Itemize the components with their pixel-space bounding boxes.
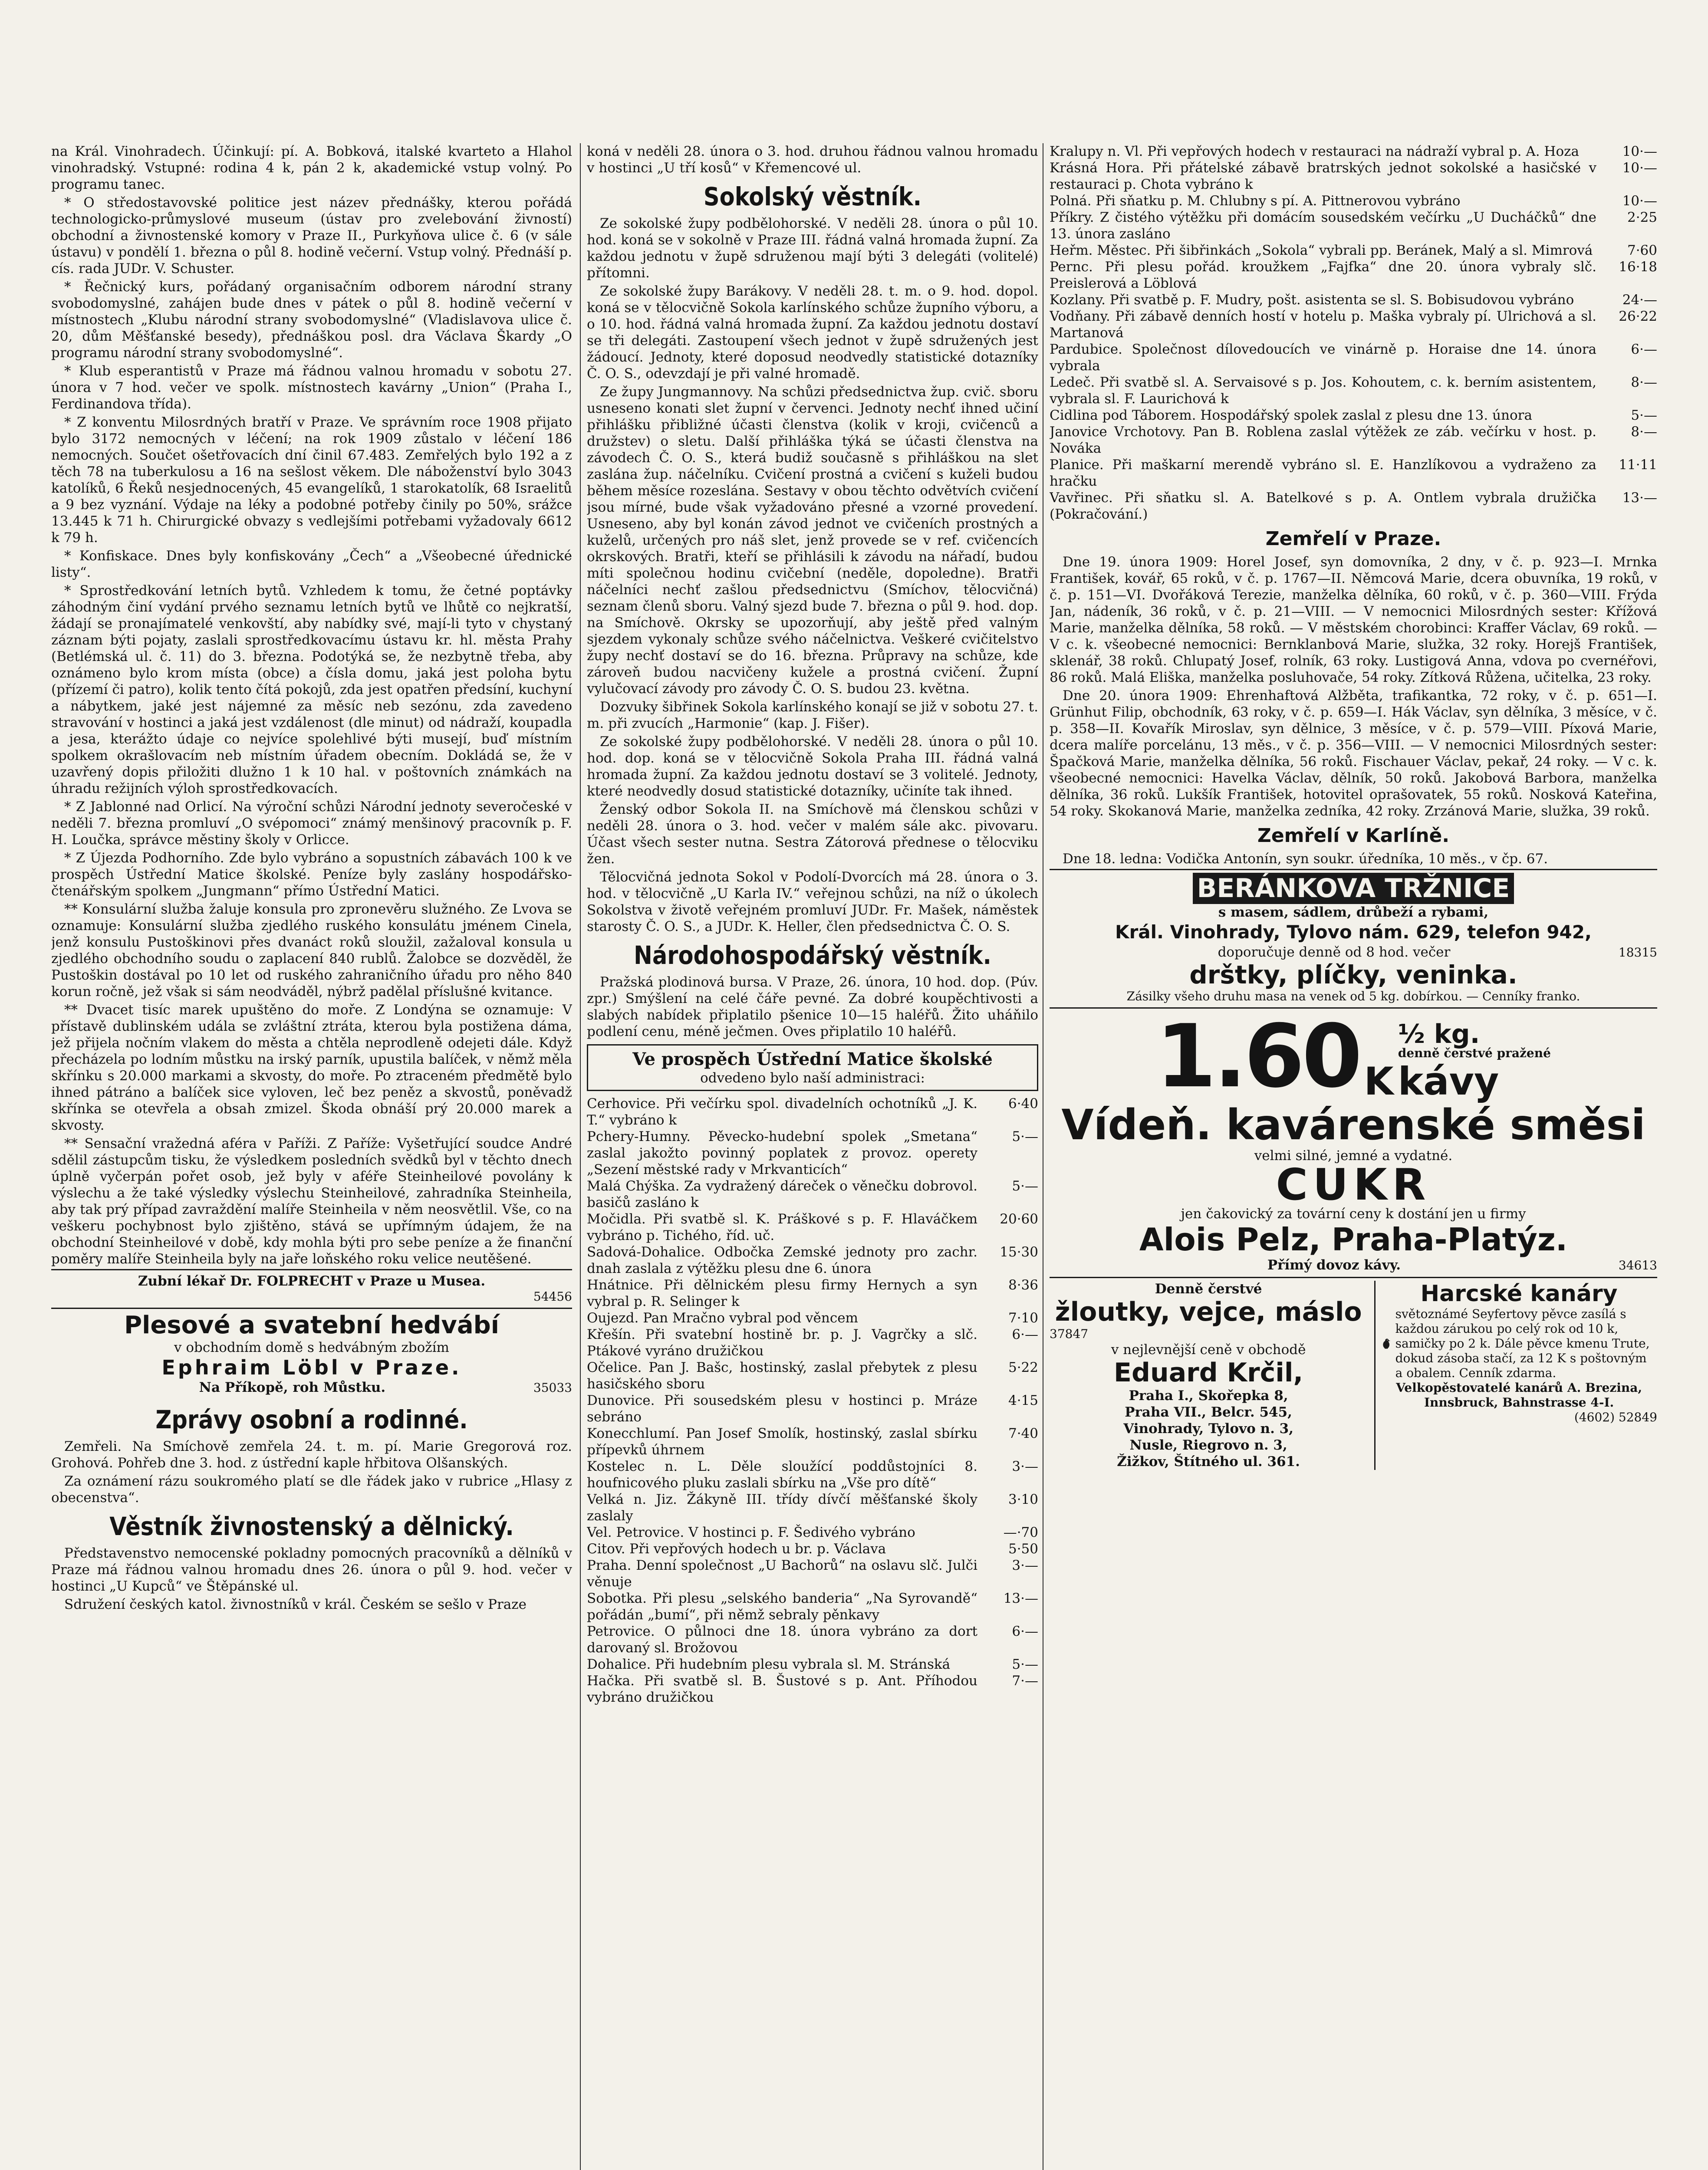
donation-row [1050, 143, 1657, 160]
coffee-desc: velmi silné, jemné a vydatné. [1254, 1148, 1453, 1164]
donation-text: Kozlany. Při svatbě p. F. Mudry, pošt. asistenta se sl. S. Bobisudovou vybráno [1050, 292, 1574, 308]
coffee-fresh: denně čerstvé pražené [1398, 1046, 1551, 1060]
coffee-currency: K [1364, 1059, 1394, 1104]
column-middle [587, 143, 1038, 2170]
sugar-word: CUKR [1276, 1159, 1431, 1210]
donation-row [1050, 341, 1657, 374]
beranek-line: doporučuje denně od 8 hod. večer [1218, 944, 1451, 960]
krcil-address: Praha I., Skořepka 8, [1129, 1388, 1288, 1404]
silk-ad-line: v obchodním domě s hedvábným zbožím [174, 1340, 449, 1355]
krcil-products: žloutky, vejce, máslo [1055, 1297, 1362, 1327]
donation-amount: 7·10 [1008, 1310, 1038, 1326]
donation-text: Planice. Při maškarní merendě vybráno sl. E. Hanzlíkovou a vydraženo za hračku [1050, 457, 1596, 489]
beranek-line-row [1050, 944, 1657, 960]
article-paragraph: * Sprostředkování letních bytů. Vzhledem k tomu, že četné poptávky záhodným činí vydání prvého seznamu letních bytů ve lhůtě co nejkratší, žádají se pronajímatelé venkovští, aby nabídky své, mají-li tyto v chystaný záznam býti pojaty, zaslali sprostředkovacímu ústavu kr. hl. města Prahy (Betlémská ul. č. 11) do 3. března. Podotýká se, že nezbytně třeba, aby oznámeno bylo krom místa (obce) a čísla domu, jaká jest poloha bytu (přízemí či patro), kolik tento čítá pokojů, zda jest opatřen předsíní, kuchyní a nábytkem, jaké jest nájemné za měsíc neb sezónu, zda zavedeno stravování v hostinci a jaká jest vzdálenost (dle minut) od nádraží, koupadla a jesa, kterážto údaje co nejvíce spolehlivé býti musejí, buď místním spolkem okrašlovacím neb místním úřadem obecním. Dokládá se, že v uzavřený dopis přiložiti dlužno 1 k 10 hal. v poštovních známkách na úhradu režijních výloh sprostředkovacích. [51, 583, 572, 796]
ad-code: 54456 [533, 1289, 572, 1304]
beranek-tail: Zásilky všeho druhu masa na venek od 5 kg. dobírkou. — Cenníky franko. [1126, 989, 1580, 1003]
donation-amount: 7·60 [1627, 243, 1657, 258]
article-paragraph: Dne 18. ledna: Vodička Antonín, syn soukr. úředníka, 10 měs., v čp. 67. [1063, 851, 1548, 867]
donation-amount: 5·22 [1008, 1360, 1038, 1375]
donation-text: Janovice Vrchotovy. Pan B. Roblena zaslal výtěžek ze záb. večírku v host. p. Nováka [1050, 424, 1596, 456]
article-paragraph: Ze župy Jungmannovy. Na schůzi předsednictva žup. cvič. sboru usneseno konati slet župní v červenci. Jednoty nechť ihned učiní přihlášku přibližné účasti členstva (kolik v kroji, cvičenců a družstev) o sletu. Další přihláška týká se účasti členstva na závodech Č. O. S., která budiž současně s přihláškou na slet zaslána žup. náčelníku. Cvičení prostná a cvičení s kuželi budou během měsíce rozeslána. Sestavy v obou těchto odvětvích cvičení jsou mírné, bude však vyžadováno přesné a vzorné provedení. Usneseno, aby byl konán závod jednot ve cvičeních prostných a kuželů, určených pro náš slet, jenž provede se v ref. cvičencích okrskových. Bratři, kteří se přihlásili k závodu na nářadí, budou míti společnou hodinu cvičební (neděle, dopoledne). Bratři náčelníci nechť zašlou předsednictvu (Smíchov, tělocvičná) seznam členů sboru. Valný sjezd bude 7. března o půl 9. hod. dop. na Smíchově. Okrsky se upozorňují, aby ještě před valným sjezdem vykonaly schůze svého náčelnictva. Veškeré cvičitelstvo župy nechť dostaví se do 16. března. Průpravy na schůze, kde zároveň budou nacvičeny kužele a prostná cvičení. Župní vylučovací závody pro závody Č. O. S. budou 23. května. [587, 384, 1038, 697]
donation-text: Petrovice. O půlnoci dne 18. února vybráno za dort darovaný sl. Brožovou [587, 1624, 977, 1656]
donation-row [1050, 308, 1657, 341]
donation-text: Kralupy n. Vl. Při vepřových hodech v restauraci na nádraží vybral p. A. Hoza [1050, 144, 1579, 159]
article-paragraph: Ze sokolské župy Barákovy. V neděli 28. t. m. o 9. hod. dopol. koná se v tělocvičně Sokola karlínského schůze župního výboru, a o 10. hod. řádná valná hromada župní. Za každou jednotu dostaví se tři delegáti. Zastoupení všech jednot v župě sdružených jest žádoucí. Jednoty, které doposud neodvedly statistické dotazníky Č. O. S., odevzdají je při valné hromadě. [587, 283, 1038, 381]
donation-row [587, 1557, 1038, 1590]
donation-amount: 4·15 [1008, 1393, 1038, 1408]
donation-amount: 3·10 [1008, 1492, 1038, 1507]
donation-amount: 15·30 [1000, 1244, 1038, 1260]
donation-amount: 8·— [1631, 424, 1657, 440]
donations-list [1050, 143, 1657, 523]
coffee-firm: Alois Pelz, Praha-Platýz. [1139, 1221, 1568, 1258]
donation-row [587, 1095, 1038, 1128]
ad-code: 37847 [1050, 1327, 1089, 1341]
article-paragraph: Ze sokolské župy podbělohorské. V neděli 28. února o půl 10. hod. koná se v sokolně v Praze III. řádná valná hromada župní. Za každou jednotu v župě sdruženou mají býti 3 delegáti (volitelé) přítomni. [587, 216, 1038, 281]
donation-amount: 13·— [1622, 490, 1657, 506]
donation-row [587, 1326, 1038, 1359]
donation-amount: 26·22 [1619, 309, 1657, 324]
ad-code: 18315 [1618, 945, 1657, 960]
donation-amount: 7·40 [1008, 1426, 1038, 1441]
coffee-ad [1050, 1007, 1657, 1277]
coffee-price-row [1050, 1006, 1657, 1107]
donation-amount: 10·— [1622, 193, 1657, 209]
donation-amount: 10·— [1622, 144, 1657, 159]
donation-amount: 6·— [1631, 342, 1657, 357]
donation-row [587, 1656, 1038, 1673]
donation-text: Citov. Při vepřových hodech u br. p. Václava [587, 1541, 886, 1557]
donation-row [587, 1673, 1038, 1706]
donations-subtitle: odvedeno bylo naší administraci: [700, 1070, 925, 1086]
donation-row [587, 1310, 1038, 1326]
donation-row [587, 1392, 1038, 1425]
donation-text: Sobotka. Při plesu „selského banderia“ „Na Syrovandě“ pořádán „bumí“, při němž sebraly pěnkavy [587, 1591, 977, 1623]
article-paragraph: * Konfiskace. Dnes byly konfiskovány „Čech“ a „Všeobecné úřednické listy“. [51, 548, 572, 580]
donation-row [587, 1359, 1038, 1392]
donation-amount: 5·50 [1008, 1541, 1038, 1557]
article-paragraph: Za oznámení rázu soukromého platí se dle řádek jako v rubrice „Hlasy z obecenstva“. [51, 1473, 572, 1506]
donation-text: Vodňany. Při zábavě denních hostí v hotelu p. Maška vybraly pí. Ulrichová a sl. Martanová [1050, 309, 1596, 341]
donation-amount: 2·25 [1627, 210, 1657, 225]
article-paragraph: ** Konsulární služba žaluje konsula pro zpronevěru služného. Ze Lvova se oznamuje: Konsulární služba zjedlého ruského konsulátu jménem Cinela, jenž konsulu Pustoškinovi přes dvanáct roků sloužil, zažaloval konsula u zjedlého obchodního soudu o zaplacení 840 rublů. Žalobce se dozvěděl, že Pustoškin dostával po 10 let od ruského zahraničního úřadu pro něho 840 korun ročně, jež však si sám neodváděl, nýbrž padělal příslušné kvitance. [51, 901, 572, 1000]
donation-text: Cerhovice. Při večírku spol. divadelních ochotníků „J. K. T.“ vybráno k [587, 1096, 977, 1128]
donation-row [1050, 457, 1657, 490]
canary-title: Harcské kanáry [1420, 1281, 1618, 1307]
donation-amount: 5·— [1631, 408, 1657, 423]
donation-row [1050, 490, 1657, 523]
krcil-ad [1050, 1281, 1367, 1470]
krcil-address: Žižkov, Štítného ul. 361. [1117, 1454, 1300, 1470]
section-heading: Věstník živnostenský a dělnický. [109, 1512, 514, 1541]
krcil-address: Praha VII., Belcr. 545, [1125, 1404, 1292, 1420]
article-paragraph: * Z Újezda Podhorního. Zde bylo vybráno a sopustních zábavách 100 k ve prospěch Ústřední Matice školské. Peníze byly zaslány hospodářsko-čtenářským spolkem „Jungmann“ přímo Ústřední Matici. [51, 850, 572, 899]
donation-text: Heřm. Městec. Při šibřinkách „Sokola“ vybrali pp. Beránek, Malý a sl. Mimrová [1050, 243, 1593, 258]
krcil-store: v nejlevnější ceně v obchodě [1111, 1342, 1306, 1358]
donation-row [587, 1211, 1038, 1244]
donation-text: Dunovice. Při sousedském plesu v hostinci p. Mráze sebráno [587, 1393, 977, 1425]
article-paragraph: Dne 20. února 1909: Ehrenhaftová Alžběta, trafikantka, 72 roky, v č. p. 651—I. Grünhut Filip, obchodník, 63 roky, v č. p. 659—I. Hák Václav, syn dělníka, 3 měsíce, v č. p. 358—II. Kovařík Miroslav, syn dělnice, 3 měsíce, v č. p. 579—VIII. Píxová Marie, dcera malíře porcelánu, 13 měs., v č. p. 356—VIII. — V nemocnici Milosrdných sester: Špačková Marie, manželka dělníka, 56 roků. Fischauer Václav, pekař, 24 roky. — V c. k. všeobecné nemocnici: Havelka Václav, dělník, 50 roků. Jakobová Barbora, manželka dělníka, 36 roků. Lukšík František, hotovitel oprašovatek, 55 roků. Nosková Kateřina, 54 roky. Skokanová Marie, manželka zedníka, 42 roky. Zrzánová Marie, služka, 39 roků. [1050, 688, 1657, 819]
donation-text: Křešín. Při svatební hostině br. p. J. Vagrčky a slč. Ptákové vyráno družičkou [587, 1327, 977, 1359]
donation-amount: 5·— [1012, 1178, 1038, 1194]
ad-code: 34613 [1618, 1258, 1657, 1272]
donation-text: Dohalice. Při hudebním plesu vybrala sl. M. Stránská [587, 1657, 951, 1672]
beranek-title: BERÁNKOVA TRŽNICE [1193, 873, 1514, 904]
donation-text: Oujezd. Pan Mračno vybral pod věncem [587, 1310, 858, 1326]
article-paragraph: Ze sokolské župy podbělohorské. V neděli 28. února o půl 10. hod. dop. koná se v tělocvičně Sokola Praha III. řádná valná hromada župní. Za každou jednotu dostaví se 3 volitelé. Jednoty, které neodvedly dosud statistické dotazníky, učiníte tak ihned. [587, 734, 1038, 799]
article-paragraph: Pražská plodinová bursa. V Praze, 26. února, 10 hod. dop. (Púv. zpr.) Smýšlení na celé čáře pevné. Za dobré koupěchtivosti a slabých nabídek připlatilo pšenice 10—15 haléřů. Žito uháňilo podlení cenu, méně ječmen. Oves připlatilo 10 haléřů. [587, 974, 1038, 1039]
donation-amount: —·70 [1003, 1525, 1038, 1540]
donation-row [1050, 374, 1657, 407]
donation-row [1050, 407, 1657, 424]
donation-row [1050, 160, 1657, 193]
donation-amount: 6·40 [1008, 1096, 1038, 1111]
donation-row [587, 1590, 1038, 1623]
canary-text: světoznámé Seyfertovy pěvce zasílá s každou zárukou po celý rok od 10 k, samičky po 2 k. Dále pěvce kmenu Trute, dokud zásoba stačí, za 12 K s poštovným a obalem. Cenník zdarma. [1395, 1307, 1650, 1380]
section-heading: Zemřelí v Praze. [1265, 528, 1441, 550]
donation-row [1050, 242, 1657, 259]
section-heading: Zprávy osobní a rodinné. [155, 1405, 468, 1434]
coffee-import-row [1050, 1257, 1657, 1273]
silk-ad-address: Na Příkopě, roh Můstku. [199, 1380, 386, 1395]
column-left [51, 143, 572, 2170]
donation-amount: 24·— [1622, 292, 1657, 308]
canary-ad [1374, 1281, 1657, 1470]
donation-amount: 3·— [1012, 1459, 1038, 1474]
beranek-market-ad [1050, 869, 1657, 1007]
article-paragraph: Tělocvičná jednota Sokol v Podolí-Dvorcích má 28. února o 3. hod. v tělocvičně „U Karla IV.“ veřejnou schůzi, na níž o úkolech Sokolstva v životě veřejném promluví JUDr. Fr. Mašek, náměstek starosty Č. O. S., a JUDr. K. Heller, člen předsednictva Č. O. S. [587, 869, 1038, 934]
donation-row [587, 1128, 1038, 1178]
donation-text: Sadová-Dohalice. Odbočka Zemské jednoty pro zachr. dnah zaslala z výtěžku plesu dne 6. února [587, 1244, 977, 1276]
coffee-price: 1.60 [1156, 1006, 1360, 1107]
coffee-import: Přímý dovoz kávy. [1267, 1257, 1401, 1273]
donation-row [587, 1425, 1038, 1458]
silk-ad-title: Plesové a svatební hedvábí [124, 1311, 499, 1339]
donations-title: Ve prospěch Ústřední Matice školské [632, 1049, 993, 1069]
donation-text: Praha. Denní společnost „U Bachorů“ na oslavu slč. Julči věnuje [587, 1558, 977, 1590]
coffee-weight: ½ kg. [1398, 1019, 1480, 1049]
section-heading: Zemřelí v Karlíně. [1257, 825, 1450, 847]
donation-text: Pardubice. Společnost dílovedoucích ve vinárně p. Horaise dne 14. února vybrala [1050, 342, 1596, 374]
article-paragraph: * O středostavovské politice jest název přednášky, kterou pořádá technologicko-průmyslové museum (ústav pro zvelebování živností) obchodní a živnostenské komory v Praze II., Purkyňova ulice č. 6 (v sále ústavu) v pondělí 1. března o půl 8. hodině večerní. Vstup volný. Přednáší p. cís. rada JUDr. V. Schuster. [51, 195, 572, 276]
donation-text: Velká n. Jiz. Žákyně III. třídy dívčí měšťanské školy zaslaly [587, 1492, 977, 1524]
krcil-address: Nusle, Riegrovo n. 3, [1129, 1437, 1287, 1453]
article-paragraph: Zemřeli. Na Smíchově zemřela 24. t. m. pí. Marie Gregorová roz. Grohová. Pohřeb dne 3. hod. z ústřední kaple hřbitova Olšanských. [51, 1439, 572, 1471]
column-right [1050, 143, 1657, 2170]
donation-row [587, 1178, 1038, 1211]
beranek-products: drštky, plíčky, veninka. [1189, 960, 1517, 990]
krcil-head: Denně čerstvé [1155, 1281, 1262, 1297]
donation-text: Krásná Hora. Při přátelské zábavě bratrských jednot sokolské a hasičské v restauraci p. Chota vybráno k [1050, 160, 1596, 192]
donation-text: Pchery-Humny. Pěvecko-hudební spolek „Smetana“ zaslal jakožto povinný poplatek z provoz. operety „Sezení městské rady v Mrkvanticích“ [587, 1129, 977, 1177]
donation-text: Očelice. Pan J. Bašc, hostinský, zaslal přebytek z plesu hasičského sboru [587, 1360, 977, 1392]
donation-row [1050, 209, 1657, 242]
donation-row [1050, 193, 1657, 209]
column-divider [580, 143, 581, 2170]
donation-text: Pernc. Při plesu pořád. kroužkem „Fajfka“ dne 20. února vybraly slč. Preislerová a Löblová [1050, 259, 1596, 291]
donation-amount: 8·36 [1008, 1277, 1038, 1293]
article-paragraph: Dozvuky šibřinek Sokola karlínského konají se již v sobotu 27. t. m. při zvucích „Harmonie“ (kap. J. Fišer). [587, 699, 1038, 731]
article-paragraph: Dne 19. února 1909: Horel Josef, syn domovníka, 2 dny, v č. p. 923—I. Mrnka František, kovář, 65 roků, v č. p. 1767—II. Němcová Marie, dcera obuvníka, 19 roků, v č. p. 151—VI. Dvořáková Terezie, manželka dělníka, 60 roků, v č. p. 360—VIII. Frýda Jan, nádeník, 36 roků, v č. p. 21—VIII. — V nemocnici Milosrdných sester: Křížová Marie, manželka dělníka, 58 roků. — V městském chorobinci: Kraffer Václav, 69 roků. — V c. k. všeobecné nemocnici: Bernklanbová Marie, služka, 32 roky. Horejš František, sklenář, 38 roků. Chlupatý Josef, rolník, 63 roky. Lustigová Anna, vdova po cvernéřovi, 86 roků. Malá Eliška, manželka posluhovače, 54 roky. Zítková Růžena, učitelka, 23 roky. [1050, 554, 1657, 685]
article-paragraph: na Král. Vinohradech. Účinkují: pí. A. Bobková, italské kvarteto a Hlahol vinohradský. Vstupné: rodina 4 k, pán 2 k, akademické vstup volný. Po programu tanec. [51, 144, 572, 192]
donation-row [1050, 424, 1657, 457]
donations-box [587, 1044, 1038, 1091]
donation-text: Cidlina pod Táborem. Hospodářský spolek zaslal z plesu dne 13. února [1050, 408, 1532, 423]
donation-amount: 10·— [1622, 160, 1657, 176]
article-paragraph: ** Sensační vražedná aféra v Paříži. Z Paříže: Vyšetřující soudce André sdělil zástupcům tisku, že výsledkem posledních svědků byl v těchto dnech úplně vyčerpán pořet osob, jež byly v aféře Steinheilové povolány k výslechu a že také výsledky výslechu Steinheilové, zahradníka Steinheila, aby tak prý případ zavraždění malíře Steinheila v něm neosvětlil. Vše, co na veškeru pochybnost bylo zjištěno, stává se upřímným údajem, že na obchodní Steinheilové v době, kdy mohla býti pro sebe peníze a že finanční poměry malíře Steinheila byly na jaře loňského roku velice neutěšené. [51, 1136, 572, 1267]
canary-firm: Velkopěstovatelé kanárů A. Brezina, Innsbruck, Bahnstrasse 4-I. [1396, 1381, 1642, 1410]
donation-text: Hačka. Při svatbě sl. B. Šustové s p. Ant. Příhodou vybráno družičkou [587, 1673, 977, 1705]
donation-row [587, 1458, 1038, 1491]
dentist-ad [51, 1269, 572, 1308]
donation-amount: 16·18 [1619, 259, 1657, 275]
article-paragraph: * Řečnický kurs, pořádaný organisačním odborem národní strany svobodomyslné, zahájen bude dnes v pátek o půl 8. hodině večerní v místnostech „Klubu národní strany svobodomyslné“ (Vladislavova ulice č. 20, dům Měšťanské besedy), přednáškou posl. dra Václava Škardy „O programu národní strany svobodomyslné“. [51, 279, 572, 361]
donation-amount: 8·— [1631, 375, 1657, 390]
donation-row [587, 1277, 1038, 1310]
donation-text: Malá Chýška. Za vydražený dáreček o věnečku dobrovol. basičů zasláno k [587, 1178, 977, 1210]
donation-row [587, 1524, 1038, 1541]
ad-code: 35033 [533, 1381, 572, 1395]
krcil-address: Vinohrady, Tylovo n. 3, [1123, 1421, 1294, 1437]
section-heading: Národohospodářský věstník. [634, 940, 991, 970]
donation-row [1050, 292, 1657, 308]
donation-amount: 13·— [1003, 1591, 1038, 1606]
beranek-subtitle: s masem, sádlem, drůbeží a rybami, [1218, 904, 1489, 920]
ad-code: (4602) 52849 [1574, 1410, 1657, 1424]
bottom-ads [1050, 1277, 1657, 1473]
donation-amount: 20·60 [1000, 1211, 1038, 1227]
donation-amount: 5·— [1012, 1129, 1038, 1144]
article-paragraph: Ženský odbor Sokola II. na Smíchově má členskou schůzi v neděli 28. února o 3. hod. večer v malém sále akc. pivovaru. Účast všech sester nutna. Sestra Zátorová přednese o tělocviku žen. [587, 802, 1038, 867]
donation-text: Polná. Při sňatku p. M. Chlubny s pí. A. Pittnerovou vybráno [1050, 193, 1461, 209]
donation-text: Vavřinec. Při sňatku sl. A. Batelkové s p. A. Ontlem vybrala družička (Pokračování.) [1050, 490, 1596, 522]
article-paragraph: Sdružení českých katol. živnostníků v král. Českém se sešlo v Praze [64, 1597, 527, 1612]
donation-row [587, 1623, 1038, 1656]
donation-text: Konecchlumí. Pan Josef Smolík, hostinský, zaslal sbírku přípevků úhrnem [587, 1426, 977, 1458]
donation-text: Kostelec n. L. Děle sloužící poddůstojníci 8. houfnicového pluku zaslali sbírku na „Vše pro dítě“ [587, 1459, 977, 1491]
donation-row [587, 1491, 1038, 1524]
canary-bird-icon [1381, 1318, 1392, 1370]
donation-amount: 6·— [1012, 1327, 1038, 1342]
beranek-address: Král. Vinohrady, Tylovo nám. 629, telefon 942, [1115, 921, 1592, 943]
donation-text: Hnátnice. Při dělnickém plesu firmy Hernych a syn vybral p. R. Selinger k [587, 1277, 977, 1309]
article-paragraph: koná v neděli 28. února o 3. hod. druhou řádnou valnou hromadu v hostinci „U tří kosů“ v Křemencové ul. [587, 144, 1038, 176]
silk-ad-firm: Ephraim Löbl v Praze. [161, 1356, 462, 1379]
donation-row [1050, 259, 1657, 292]
donation-amount: 11·11 [1619, 457, 1657, 473]
silk-ad-address-row [51, 1379, 572, 1396]
article-paragraph: Představenstvo nemocenské pokladny pomocných pracovníků a dělníků v Praze má řádnou valnou hromadu dnes 26. února o půl 9. hod. večer v hostinci „U Kupců“ ve Štěpánské ul. [51, 1545, 572, 1594]
donation-text: Ledeč. Při svatbě sl. A. Servaisové s p. Jos. Kohoutem, c. k. berním asistentem, vybrala sl. F. Laurichová k [1050, 375, 1596, 407]
dentist-ad-text: Zubní lékař Dr. FOLPRECHT v Praze u Musea. [138, 1273, 486, 1289]
donation-amount: 7·— [1012, 1673, 1038, 1689]
section-heading: Sokolský věstník. [703, 182, 922, 211]
article-paragraph: * Z konventu Milosrdných bratří v Praze. Ve správním roce 1908 přijato bylo 3172 nemocných v léčení; na rok 1909 zůstalo v léčení 186 nemocných. Součet ošetřovacích dní činil 67.483. Zemřelých bylo 192 a z těch 78 na tuberkulosu a 16 na sešlost věkem. Dle náboženství bylo 3043 katolíků, 6 Řeků nesjednocených, 45 evangelíků, 1 starokatolík, 68 Israelitů a 9 bez vyznání. Výdaje na léky a podobné potřeby činily po 50%, srážce 13.445 k 71 h. Chirurgické obvazy s vedlejšími potřebami vyžadovaly 6612 k 79 h. [51, 414, 572, 546]
article-paragraph: * Z Jablonné nad Orlicí. Na výroční schůzi Národní jednoty severočeské v neděli 7. března promluví „O svépomoci“ známý menšinový pracovník p. F. H. Loučka, správce městiny školy v Orlicce. [51, 799, 572, 848]
article-paragraph: * Klub esperantistů v Praze má řádnou valnou hromadu v sobotu 27. února v 7 hod. večer ve spolk. místnostech kavárny „Union“ (Praha I., Ferdinandova třída). [51, 363, 572, 412]
donations-list [587, 1095, 1038, 1706]
donation-text: Vel. Petrovice. V hostinci p. F. Šedivého vybráno [587, 1525, 915, 1540]
donation-text: Příkry. Z čistého výtěžku při domácím sousedském večírku „U Ducháčků“ dne 13. února zasláno [1050, 210, 1596, 242]
donation-text: Močidla. Při svatbě sl. K. Práškové s p. F. Hlaváčkem vybráno p. Tichého, říd. uč. [587, 1211, 977, 1243]
donation-row [587, 1541, 1038, 1557]
donation-amount: 5·— [1012, 1657, 1038, 1672]
krcil-firm: Eduard Krčil, [1114, 1358, 1303, 1388]
silk-ad [51, 1308, 572, 1399]
donation-amount: 3·— [1012, 1558, 1038, 1573]
coffee-blend: Vídeň. kavárenské směsi [1061, 1101, 1645, 1149]
donation-amount: 6·— [1012, 1624, 1038, 1639]
article-paragraph: ** Dvacet tisíc marek upuštěno do moře. Z Londýna se oznamuje: V přístavě dublinském udála se zvláštní ztráta, kterou byla postižena dáma, jež přijela nočním vlakem do města a chtěla neprodleně odejeti dále. Když přecházela po lodním můstku na irský parník, upustila balíček, v němž měla skřínku s 20.000 markami a skvosty, do moře. Po ztraceném předmětě bylo ihned pátráno a balíček sice vyloven, leč bez peněz a skvostů, poněvadž skřínka se otevřela a obsah zmizel. Škoda obnáší prý 20.000 marek a skvosty. [51, 1002, 572, 1133]
coffee-word: kávy [1398, 1059, 1499, 1104]
sugar-line: jen čakovický za tovární ceny k dostání jen u firmy [1181, 1206, 1526, 1222]
canary-body [1381, 1307, 1657, 1381]
donation-row [587, 1244, 1038, 1277]
